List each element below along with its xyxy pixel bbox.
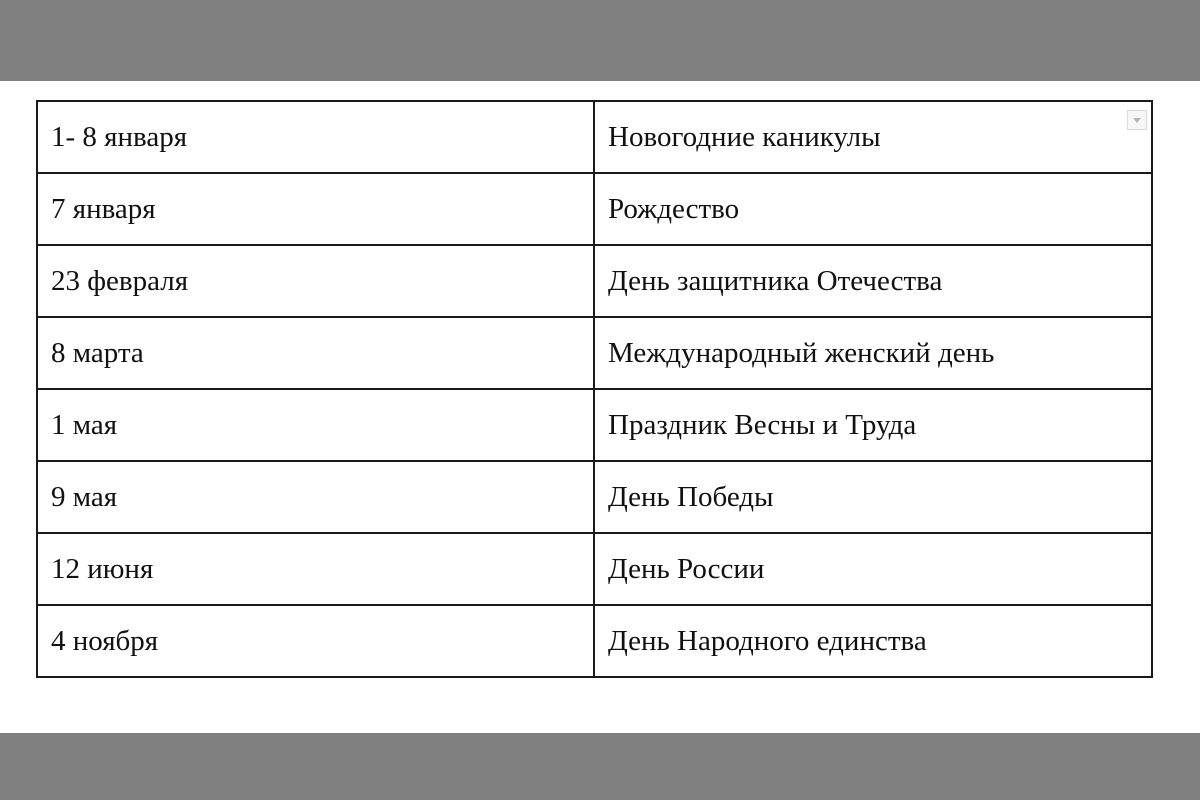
table-row <box>37 461 1152 533</box>
holiday-cell[interactable]: День защитника Отечества <box>594 245 1152 317</box>
date-cell[interactable]: 9 мая <box>37 461 594 533</box>
date-cell[interactable]: 8 марта <box>37 317 594 389</box>
holidays-table <box>36 100 1153 678</box>
table-row <box>37 533 1152 605</box>
date-cell[interactable]: 4 ноября <box>37 605 594 677</box>
date-cell[interactable]: 23 февраля <box>37 245 594 317</box>
table-row <box>37 101 1152 173</box>
holiday-cell[interactable] <box>594 101 1152 173</box>
table-row <box>37 173 1152 245</box>
bottom-frame-band <box>0 733 1200 800</box>
table-row <box>37 605 1152 677</box>
holiday-cell[interactable]: Праздник Весны и Труда <box>594 389 1152 461</box>
date-cell[interactable]: 7 января <box>37 173 594 245</box>
holiday-cell[interactable]: День России <box>594 533 1152 605</box>
chevron-down-icon[interactable] <box>1127 110 1147 130</box>
table-row <box>37 245 1152 317</box>
holiday-cell[interactable]: День Победы <box>594 461 1152 533</box>
table-row <box>37 317 1152 389</box>
holiday-name: Новогодние каникулы <box>608 120 881 153</box>
table-row <box>37 389 1152 461</box>
holiday-cell[interactable]: День Народного единства <box>594 605 1152 677</box>
holiday-cell[interactable]: Международный женский день <box>594 317 1152 389</box>
holiday-cell[interactable]: Рождество <box>594 173 1152 245</box>
document-page <box>0 81 1200 733</box>
date-cell[interactable]: 12 июня <box>37 533 594 605</box>
top-frame-band <box>0 0 1200 81</box>
date-cell[interactable]: 1 мая <box>37 389 594 461</box>
date-cell[interactable]: 1- 8 января <box>37 101 594 173</box>
